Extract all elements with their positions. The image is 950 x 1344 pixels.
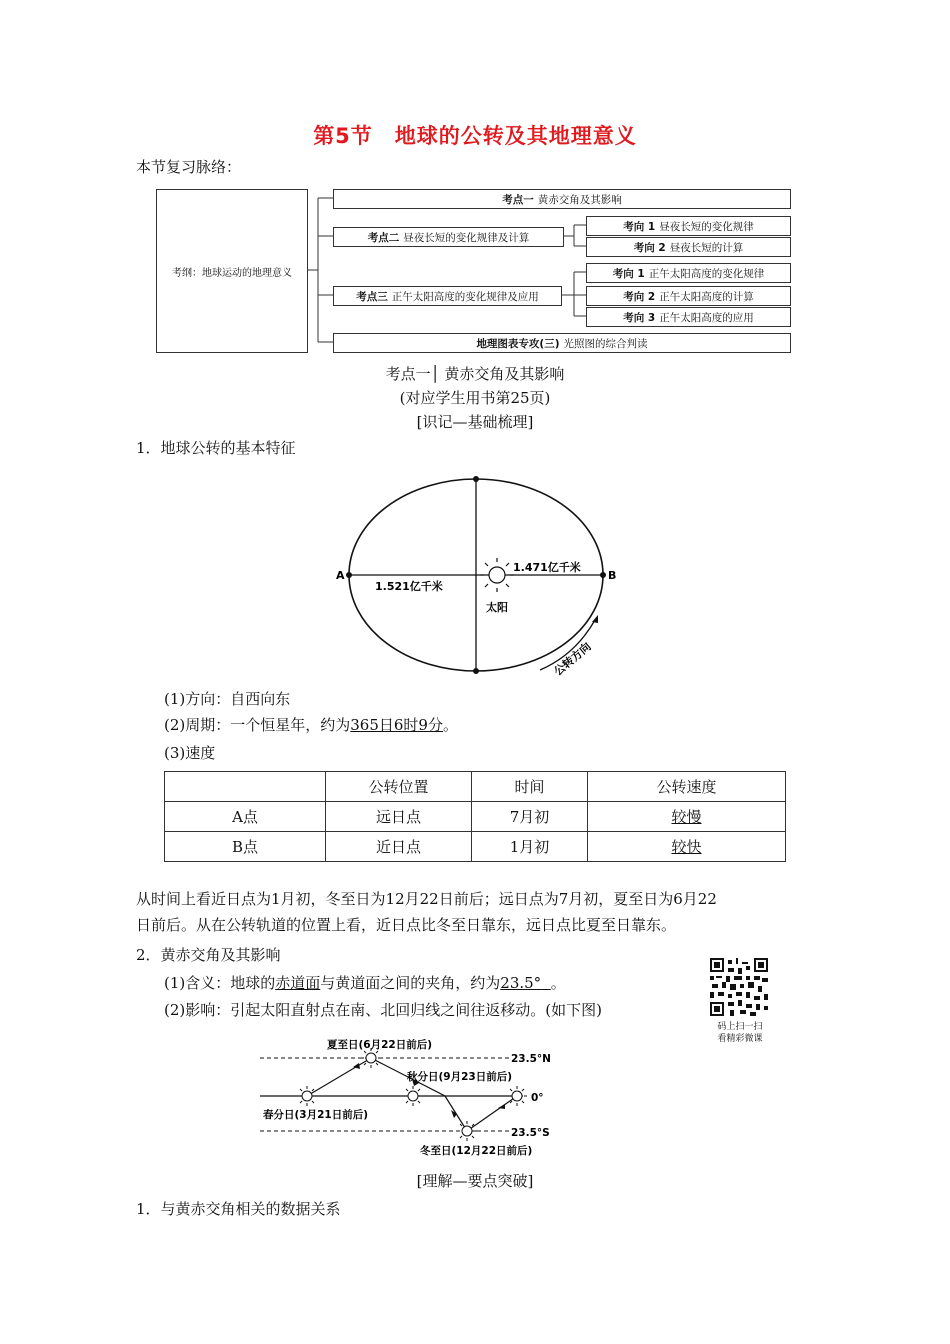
table-header-row: 公转位置 时间 公转速度 bbox=[165, 772, 786, 802]
subsection-label-2: [理解—要点突破] bbox=[416, 1172, 534, 1190]
mindmap-k2a: 考向 1 昼夜长短的变化规律 bbox=[586, 216, 791, 236]
table-row: A点 远日点 7月初 较慢 bbox=[165, 802, 786, 832]
sun-icon bbox=[507, 1086, 527, 1106]
winter-solstice-label: 冬至日(12月22日前后) bbox=[420, 1145, 533, 1157]
tropic-south-label: 23.5°S bbox=[511, 1127, 550, 1139]
sun-label: 太阳 bbox=[486, 601, 508, 614]
aphelion-distance: 1.521亿千米 bbox=[375, 580, 443, 593]
sun-icon bbox=[361, 1048, 381, 1068]
mindmap-k1: 考点一 黄赤交角及其影响 bbox=[333, 189, 791, 209]
direction-label: 公转方向 bbox=[551, 640, 594, 679]
effect-text: (2)影响：引起太阳直射点在南、北回归线之间往返移动。(如下图) bbox=[164, 1001, 602, 1019]
item-heading-3: 1．与黄赤交角相关的数据关系 bbox=[136, 1200, 341, 1218]
mindmap-root: 考纲：地球运动的地理意义 bbox=[156, 189, 308, 353]
point-b-label: B bbox=[608, 569, 617, 582]
direction-text: (1)方向：自西向东 bbox=[164, 690, 291, 708]
subsolar-diagram bbox=[255, 1030, 575, 1165]
perihelion-distance: 1.471亿千米 bbox=[513, 561, 581, 574]
item-heading-1: 1．地球公转的基本特征 bbox=[136, 439, 296, 457]
mindmap-k4: 地理图表专攻(三) 光照图的综合判读 bbox=[333, 333, 791, 353]
summer-solstice-label: 夏至日(6月22日前后) bbox=[327, 1039, 433, 1051]
sun-icon bbox=[403, 1086, 423, 1106]
review-label: 本节复习脉络： bbox=[136, 158, 242, 176]
spring-equinox-label: 春分日(3月21日前后) bbox=[263, 1109, 369, 1121]
mindmap-k2b: 考向 2 昼夜长短的计算 bbox=[586, 237, 791, 257]
sun-icon bbox=[297, 1086, 317, 1106]
qr-code-icon bbox=[710, 958, 768, 1016]
subsection-label: [识记—基础梳理] bbox=[416, 413, 534, 431]
page-title: 第5节 地球的公转及其地理意义 bbox=[313, 124, 637, 148]
sun-icon bbox=[457, 1121, 477, 1141]
mindmap-k3: 考点三 正午太阳高度的变化规律及应用 bbox=[333, 286, 562, 306]
speed-table bbox=[164, 771, 786, 862]
mindmap-k2: 考点二 昼夜长短的变化规律及计算 bbox=[333, 227, 564, 247]
tropic-north-label: 23.5°N bbox=[511, 1053, 551, 1065]
paragraph-line-1: 从时间上看近日点为1月初，冬至日为12月22日前后；远日点为7月初，夏至日为6月22 bbox=[136, 890, 717, 908]
table-row: B点 近日点 1月初 较快 bbox=[165, 832, 786, 862]
mindmap-k3b: 考向 2 正午太阳高度的计算 bbox=[586, 286, 791, 306]
section-heading: 考点一│ 黄赤交角及其影响 bbox=[385, 365, 565, 383]
qr-caption-1: 码上扫一扫 bbox=[717, 1022, 763, 1032]
orbit-diagram bbox=[330, 470, 630, 685]
speed-text: (3)速度 bbox=[164, 744, 216, 762]
equator-label: 0° bbox=[531, 1092, 544, 1104]
autumn-equinox-label: 秋分日(9月23日前后) bbox=[407, 1071, 513, 1083]
qr-caption-2: 看精彩微课 bbox=[717, 1034, 763, 1044]
page-reference: (对应学生用书第25页) bbox=[399, 389, 551, 407]
mindmap-k3c: 考向 3 正午太阳高度的应用 bbox=[586, 307, 791, 327]
mindmap-connectors bbox=[0, 0, 950, 360]
point-a-label: A bbox=[336, 569, 345, 582]
item-heading-2: 2．黄赤交角及其影响 bbox=[136, 946, 281, 964]
meaning-text: (1)含义：地球的赤道面与黄道面之间的夹角，约为23.5° 。 bbox=[164, 974, 566, 992]
mindmap-k3a: 考向 1 正午太阳高度的变化规律 bbox=[586, 263, 791, 283]
paragraph-line-2: 日前后。从在公转轨道的位置上看，近日点比冬至日靠东，远日点比夏至日靠东。 bbox=[136, 916, 677, 934]
period-text: (2)周期：一个恒星年，约为365日6时9分。 bbox=[164, 716, 458, 734]
